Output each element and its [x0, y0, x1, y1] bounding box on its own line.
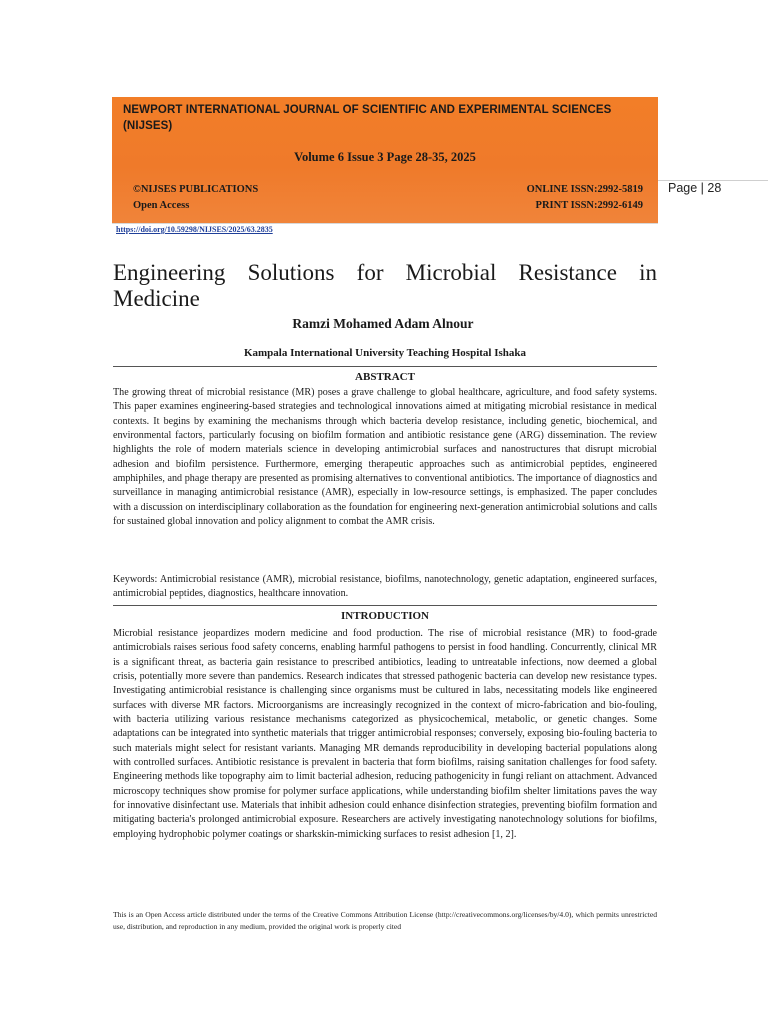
- publisher-block: [133, 182, 258, 214]
- introduction-body: Microbial resistance jeopardizes modern medicine and food production. The rise of microbial resistance (MR) to food-grade antimicrobials raises serious food safety concerns, enabling harmful pathogens to persist in food handling. Concurrently, clinical MR is a significant threat, as bacteria gain resistance to prescribed antibiotics, leading to untreatable infections, now deemed a global crisis, potentially more severe than pandemics. Research indicates that stressed pathogenic bacteria can develop new resistance types. Investigating antimicrobial resistance is challenging since organisms must be cultured in labs, necessitating models like engineered surfaces with diverse MR factors. Microorganisms are increasingly recognized in the context of micro-fabrication and bio-fouling, with bacteria utilizing various resistance mechanisms categorized as physicochemical, metabolic, or genetic changes. Some adaptations can be integrated into synthetic materials that trigger antimicrobial responses; conversely, exposing bio-fouling bacteria to such materials might select for resistant variants. Managing MR demands reproducibility in developing bacterial populations along with controlled surfaces. Antibiotic resistance is prevalent in bacteria that form biofilms, raising sanitation challenges for food safety. Engineering methods like topography aim to limit bacterial adhesion, reducing pathogenicity in fungi reliant on attachment. Advanced microscopy techniques show promise for polymer surface applications, while understanding biofilm shelter limitations paves the way for innovative disinfectant use. Materials that inhibit adhesion could enhance disinfection strategies, preventing biofilm formation and mitigating bacteria's prolonged antimicrobial exposure. Researchers are actively investigating nanotechnology solutions for biofilms, employing hydrophobic polymer coatings or sharkskin-mimicking surfaces to resist adhesion [1, 2].: [113, 628, 657, 840]
- journal-title: NEWPORT INTERNATIONAL JOURNAL OF SCIENTIFIC AND EXPERIMENTAL SCIENCES (NIJSES): [123, 104, 612, 132]
- keywords: Keywords: Antimicrobial resistance (AMR), microbial resistance, biofilms, nanotechnology, genetic adaptation, engineered surfaces, antimicrobial peptides, diagnostics, healthcare innovation.: [113, 574, 657, 600]
- abstract-top-rule: [113, 366, 657, 367]
- print-issn: PRINT ISSN:2992-6149: [535, 200, 643, 211]
- banner-underline: [112, 223, 658, 224]
- author-text: Ramzi Mohamed Adam Alnour: [292, 316, 474, 331]
- author-name: [0, 316, 768, 332]
- abstract-body: The growing threat of microbial resistance (MR) poses a grave challenge to global healthcare, agriculture, and food safety systems. This paper examines engineering-based strategies and technological innovations aimed at mitigating microbial resistance in medical contexts. It begins by examining the mechanisms through which bacteria develop resistance, including genetic, biochemical, and environmental factors, particularly focusing on biofilm formation and antibiotic resistance gene (ARG) dissemination. The review highlights the role of modern materials science in developing antimicrobial surfaces and nanostructures that disrupt microbial adhesion and biofilm persistence. Furthermore, emerging therapeutic approaches such as antimicrobial peptides, engineered amphiphiles, and phage therapy are presented as promising alternatives to conventional antibiotics. The importance of diagnostics and surveillance in managing antimicrobial resistance (AMR), especially in low-resource settings, is emphasized. The paper concludes with a discussion on interdisciplinary collaboration as the foundation for engineering next-generation antimicrobial solutions and calls for sustained global innovation and policy alignment to combat the AMR crisis.: [113, 387, 657, 528]
- license-footnote: This is an Open Access article distributed under the terms of the Creative Commons Attribution License (http://creativecommons.org/licenses/by/4.0), which permits unrestricted use, distribution, and reproduction in any medium, provided the original work is properly cited: [113, 910, 657, 931]
- publisher-name: ©NIJSES PUBLICATIONS: [133, 184, 259, 195]
- article-title: Engineering Solutions for Microbial Resistance in Medicine: [113, 260, 657, 311]
- doi-link[interactable]: https://doi.org/10.59298/NIJSES/2025/63.2835: [116, 225, 273, 234]
- introduction-heading: INTRODUCTION: [340, 610, 429, 622]
- author-affiliation: Kampala International University Teaching Hospital Ishaka: [243, 347, 527, 359]
- issn-block: [527, 182, 643, 214]
- page-number: Page | 28: [668, 181, 722, 195]
- abstract-heading: ABSTRACT: [355, 371, 415, 383]
- online-issn: ONLINE ISSN:2992-5819: [526, 184, 643, 195]
- abstract-bottom-rule: [113, 605, 657, 606]
- journal-banner: [112, 97, 658, 223]
- open-access-label: Open Access: [133, 200, 190, 211]
- volume-info: Volume 6 Issue 3 Page 28-35, 2025: [294, 150, 476, 164]
